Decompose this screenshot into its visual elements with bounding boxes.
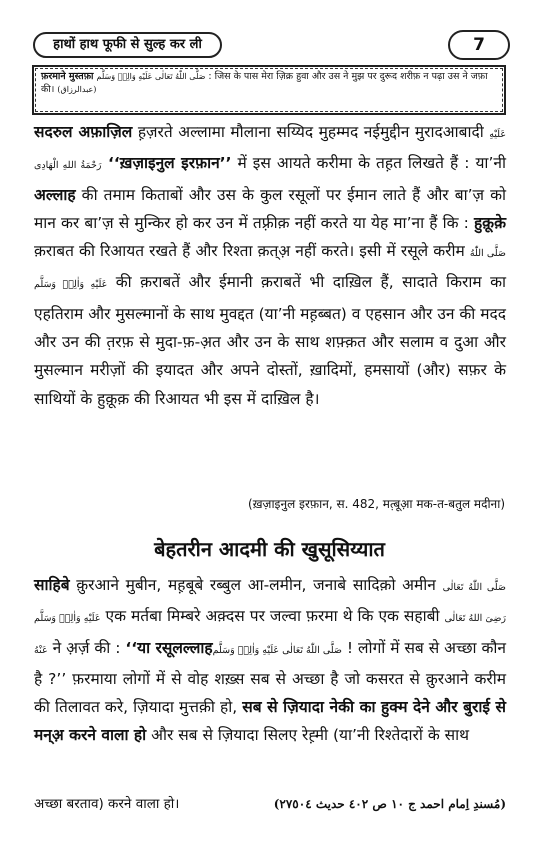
hadith-box-inner xyxy=(35,68,503,112)
para2-salawat-2: صَلَّى اللّٰهُ تَعَالٰى عَلَيْهِ وَاٰلِهٖ وَسَلَّم xyxy=(212,644,342,656)
para1-book-title: ‘‘ख़ज़ाइनुल इरफ़ान’’ xyxy=(101,154,232,173)
para1-bold-start: सदरुल अफ़ाज़िल xyxy=(34,123,133,141)
para2-text-4: ! लोगों में सब से अच्छा कौन है ?’’ फ़रमाया लोगों में से वोह शख़्स सब से अच्छा है जो कसरत से क़ुरआने करीम की तिलावत करे, ज़ियादा मुत्तक़ी हो, xyxy=(34,638,507,717)
para2-text-2: एक मर्तबा मिम्बरे अक़्दस पर जल्वा फ़रमा थे कि एक सहाबी xyxy=(100,607,445,626)
section-heading: बेहतरीन आदमी की खुसूसिय्यात xyxy=(154,537,385,561)
paragraph-khazain xyxy=(34,118,506,413)
para1-salawat: صَلَّى اللّٰهُ عَلَيْهِ وَاٰلِهٖ وَسَلَّم xyxy=(34,248,506,291)
para2-text-5: और सब से ज़ियादा सिलए रेह़्मी (या’नी रिश्तेदारों के साथ xyxy=(146,726,470,745)
para2-text-1: क़ुरआने मुबीन, मह़बूबे रब्बुल आ-लमीन, जनाबे सादिक़ो अमीन xyxy=(69,576,443,594)
para2-tail: अच्छा बरताव) करने वाला हो। xyxy=(34,796,180,812)
para1-text-5: की क़राबतें और ईमानी क़राबतें भी दाख़िल हैं, सादाते किराम का एहतिराम और मुसल्मानों के साथ मुवद्दत (या’नी मह़ब्बत) व एहसान और उन की मदद और उन की त़रफ़ से मुदा-फ़-अ़त और उन के साथ शफ़्क़त और सलाम व दुआ और मुसल्मान मरीज़ों की इयादत और अपने दोस्तों, ख़ादिमों, हमसायों (और) सफ़र के साथियों के हुक़ूक़ की रिआयत भी इस में दाख़िल है। xyxy=(34,273,506,408)
para1-text-3: की तमाम किताबों और उस के कुल रसूलों पर ईमान लाते हैं और बा’ज़ को मान कर बा’ज़ से मुन्किर हो कर उन में तफ़्रीक़ नहीं करते या येह मा’ना हैं कि : xyxy=(34,185,506,232)
para2-ya-rasul: ‘‘या रसूलल्लाह xyxy=(125,638,213,657)
page-header-title: हाथों हाथ फूफी से सुल्ह कर ली xyxy=(33,32,222,58)
musnad-reference: (مُسندِ اِمام احمد ج ١٠ ص ٤٠٢ حدیث ٢٧٥٠٤) xyxy=(273,797,506,811)
paragraph-best-person xyxy=(34,571,506,750)
page-number: 7 xyxy=(448,30,510,60)
hadith-text: : जिस के पास मेरा ज़िक्र हुवा और उस ने मुझ पर दुरूद शरीफ़ न पढ़ा उस ने जफ़ा की। xyxy=(41,71,488,95)
para1-arabic-honorific: عَلَيْهِ رَحْمَةُ اللهِ الْهَادِى xyxy=(34,129,506,172)
citation-khazain: (ख़ज़ाइनुल इरफ़ान, स. 482, मत़्बूआ़ मक-त-बतुल मदीना) xyxy=(248,497,505,511)
para2-last-line xyxy=(34,793,506,815)
para2-salawat-1: صَلَّى اللّٰهُ تَعَالٰى عَلَيْهِ وَاٰلِهٖ وَسَلَّم xyxy=(34,582,506,625)
para1-huquq: हुक़ूक़े xyxy=(473,213,506,232)
para1-text-4: क़राबत की रिआयत रखते हैं और रिश्ता क़त्अ़ नहीं करते। इसी में रसूले करीम xyxy=(34,242,470,261)
para1-text-1: ह़ज़रते अल्लामा मौलाना सय्यिद मुहम्मद नईमुद्दीन मुरादआबादी xyxy=(132,123,490,141)
para2-radi: رَضِىَ اللهُ تَعَالٰى عَنْهُ xyxy=(34,613,506,656)
para1-text-2: में इस आयते करीमा के तह़त लिखते हैं : या’नी xyxy=(231,154,506,173)
para2-bold-start: साहिबे xyxy=(34,576,70,594)
hadith-box xyxy=(32,65,506,115)
hadith-salawat: صَلَّى اللّٰهُ تَعَالٰى عَلَيْهِ وَالِهٖ وَسَلَّم xyxy=(96,72,206,81)
para2-text-3: ने अ़र्ज़ की : xyxy=(47,638,126,657)
para1-allah: अल्लाह xyxy=(34,185,76,204)
hadith-label: फ़रमाने मुस्तफ़ा xyxy=(41,71,94,82)
hadith-source: (عبدالرزاق) xyxy=(57,85,97,94)
para2-bold-mid: सब से ज़ियादा नेकी का हुक्म देने और बुराई से मन्अ़ करने वाला हो xyxy=(34,698,506,745)
